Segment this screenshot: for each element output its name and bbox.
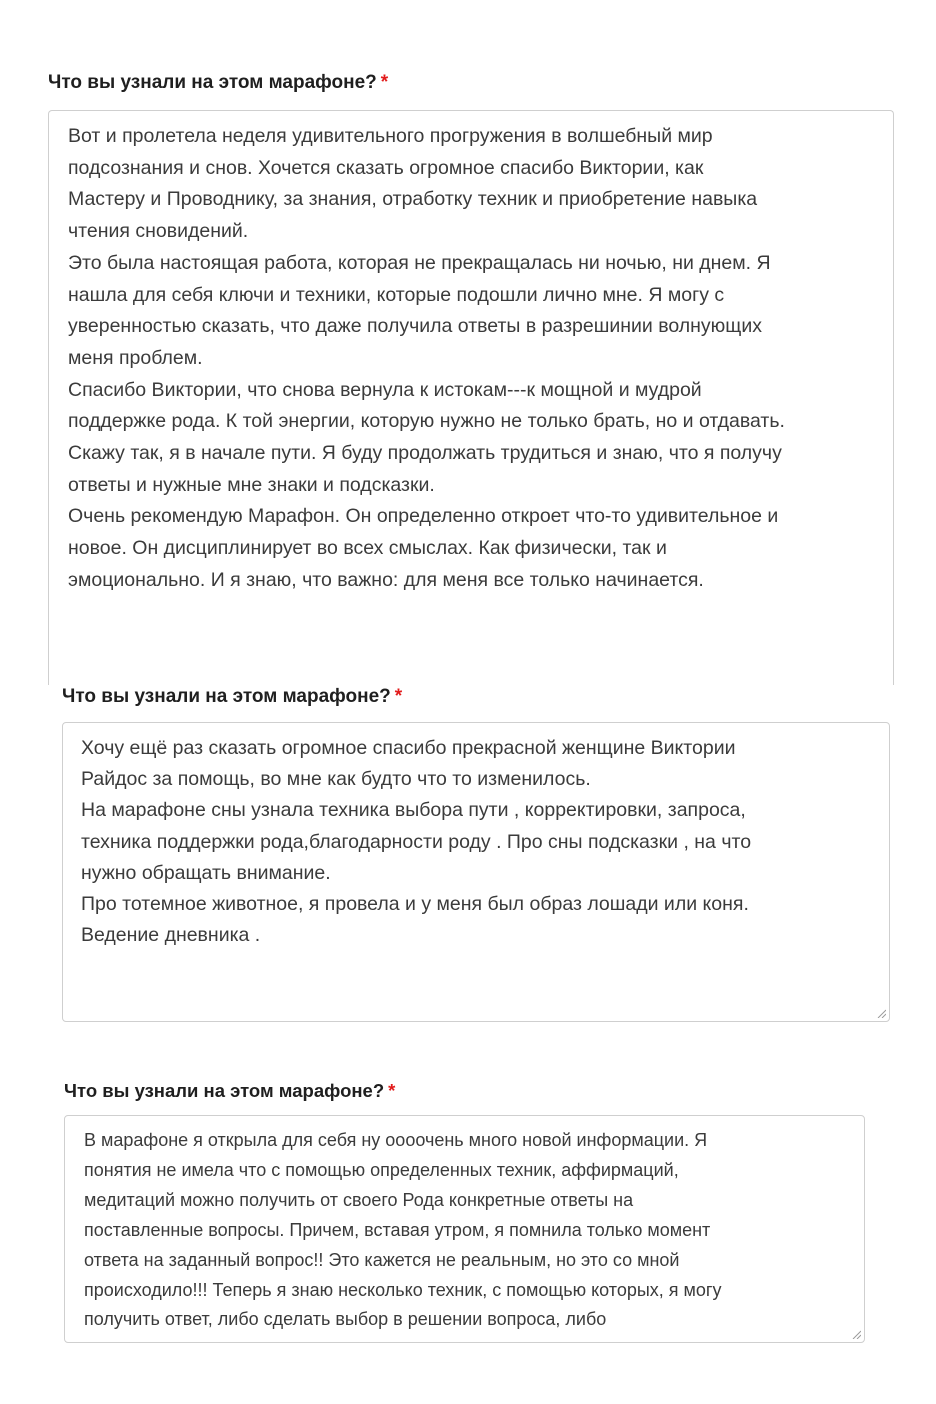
answer-line: медитаций можно получить от своего Рода конкретные ответы на	[84, 1189, 634, 1210]
answer-line: На марафоне сны узнала техника выбора пути , корректировки, запроса,	[81, 799, 746, 822]
answer-line: ответа на заданный вопрос!! Это кажется не реальным, но это со мной	[84, 1249, 680, 1270]
answer-line: понятия не имела что с помощью определенных техник, аффирмаций,	[84, 1159, 679, 1180]
answer-line: Хочу ещё раз сказать огромное спасибо прекрасной женщине Виктории	[81, 737, 736, 759]
answer-line: эмоционально. И я знаю, что важно: для меня все только начинается.	[68, 568, 704, 591]
answer-line: происходило!!! Теперь я знаю несколько техник, с помощью которых, я могу	[84, 1279, 722, 1300]
answer-line: новое. Он дисциплинирует во всех смыслах. Как физически, так и	[68, 537, 667, 560]
answer-line: Вот и пролетела неделя удивительного прогружения в волшебный мир	[68, 125, 713, 147]
answer-line: уверенностью сказать, что даже получила ответы в разрешинии волнующих	[68, 315, 762, 338]
required-asterisk: *	[394, 686, 403, 707]
answer-line: Очень рекомендую Марафон. Он определенно откроет что-то удивительное и	[68, 505, 779, 528]
answer-textarea-1[interactable]	[48, 110, 894, 685]
answer-line: получить ответ, либо сделать выбор в решении вопроса, либо	[84, 1309, 607, 1330]
answer-line: В марафоне я открыла для себя ну оооочень много новой информации. Я	[84, 1130, 708, 1150]
answer-line: поставленные вопросы. Причем, вставая утром, я помнила только момент	[84, 1219, 711, 1240]
answer-line: меня проблем.	[68, 346, 203, 369]
answer-line: нужно обращать внимание.	[81, 861, 331, 884]
answer-textarea-3[interactable]	[64, 1115, 865, 1343]
resize-handle-icon[interactable]	[851, 1329, 861, 1339]
answer-line: ответы и нужные мне знаки и подсказки.	[68, 473, 435, 496]
answer-line: Спасибо Виктории, что снова вернула к истокам---к мощной и мудрой	[68, 378, 702, 401]
question-label-3: Что вы узнали на этом марафоне? *	[64, 1080, 396, 1101]
answer-line: Ведение дневника .	[81, 924, 261, 947]
resize-handle-icon[interactable]	[876, 1008, 886, 1018]
answer-textarea-2[interactable]	[62, 722, 890, 1022]
answer-line: поддержке рода. К той энергии, которую нужно не только брать, но и отдавать.	[68, 410, 785, 433]
required-asterisk: *	[388, 1080, 396, 1101]
answer-line: Мастеру и Проводнику, за знания, отработку техник и приобретение навыка	[68, 188, 758, 211]
answer-line: Это была настоящая работа, которая не прекращалась ни ночью, ни днем. Я	[68, 251, 771, 274]
question-label-2: Что вы узнали на этом марафоне? *	[62, 686, 403, 707]
answer-line: нашла для себя ключи и техники, которые подошли лично мне. Я могу с	[68, 283, 725, 306]
answer-line: Райдос за помощь, во мне как будто что то изменилось.	[81, 768, 591, 791]
answer-line: Скажу так, я в начале пути. Я буду продолжать трудиться и знаю, что я получу	[68, 442, 782, 465]
answer-line: подсознания и снов. Хочется сказать огромное спасибо Виктории, как	[68, 156, 704, 179]
required-asterisk: *	[380, 72, 389, 93]
answer-line: техника поддержки рода,благодарности роду . Про сны подсказки , на что	[81, 830, 752, 853]
answer-line: чтения сновидений.	[68, 220, 249, 243]
answer-line: Про тотемное животное, я провела и у меня был образ лошади или коня.	[81, 893, 749, 916]
question-label-1: Что вы узнали на этом марафоне? *	[48, 72, 389, 93]
